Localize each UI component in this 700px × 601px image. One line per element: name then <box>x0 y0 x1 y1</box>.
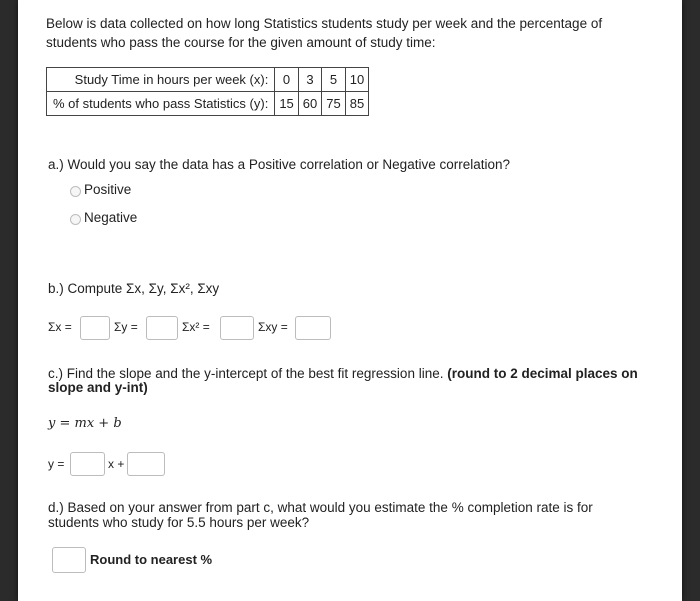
intro-line-1: Below is data collected on how long Statistics students study per week and the percentage of <box>46 16 603 31</box>
pass-rate-header: % of students who pass Statistics (y): <box>47 92 275 116</box>
intercept-input[interactable] <box>127 452 165 476</box>
negative-option-label[interactable]: Negative <box>84 210 138 225</box>
sum-x-label: Σx = <box>48 320 72 334</box>
part-c-question-text: c.) Find the slope and the y-intercept of the best fit regression line. <box>48 366 444 381</box>
part-b-question: b.) Compute Σx, Σy, Σx², Σxy <box>48 281 220 296</box>
regression-formula: y = mx + b <box>48 416 122 431</box>
y-equals-label: y = <box>48 457 65 471</box>
table-cell: 5 <box>322 68 345 92</box>
table-row <box>47 92 369 116</box>
sum-x-squared-input[interactable] <box>220 316 254 340</box>
table-cell: 60 <box>298 92 321 116</box>
part-c-rounding-note: (round to 2 decimal places on <box>447 366 638 381</box>
table-row <box>47 68 369 92</box>
sum-xy-label: Σxy = <box>258 320 288 334</box>
table-cell: 75 <box>322 92 345 116</box>
part-a-question: a.) Would you say the data has a Positive correlation or Negative correlation? <box>48 157 510 172</box>
table-cell: 3 <box>298 68 321 92</box>
sum-xy-input[interactable] <box>295 316 331 340</box>
table-cell: 0 <box>275 68 298 92</box>
table-cell: 85 <box>345 92 368 116</box>
sum-y-label: Σy = <box>114 320 138 334</box>
intro-line-2: students who pass the course for the given amount of study time: <box>46 35 436 50</box>
part-d-question-line-1: d.) Based on your answer from part c, what would you estimate the % completion rate is for <box>48 500 593 515</box>
slope-input[interactable] <box>70 452 105 476</box>
question-page <box>18 0 682 601</box>
positive-option-label[interactable]: Positive <box>84 182 132 197</box>
sum-y-input[interactable] <box>146 316 178 340</box>
x-plus-label: x + <box>108 457 125 471</box>
table-cell: 15 <box>275 92 298 116</box>
sum-x-squared-label: Σx² = <box>182 320 210 334</box>
part-d-question-line-2: students who study for 5.5 hours per week? <box>48 515 310 530</box>
study-time-header: Study Time in hours per week (x): <box>47 68 275 92</box>
estimate-input[interactable] <box>52 547 86 573</box>
part-c-rounding-note-cont: slope and y-int) <box>48 380 148 395</box>
data-table <box>46 67 369 116</box>
round-hint: Round to nearest % <box>90 552 213 567</box>
positive-radio[interactable] <box>70 186 81 197</box>
table-cell: 10 <box>345 68 368 92</box>
negative-radio[interactable] <box>70 214 81 225</box>
sum-x-input[interactable] <box>80 316 110 340</box>
